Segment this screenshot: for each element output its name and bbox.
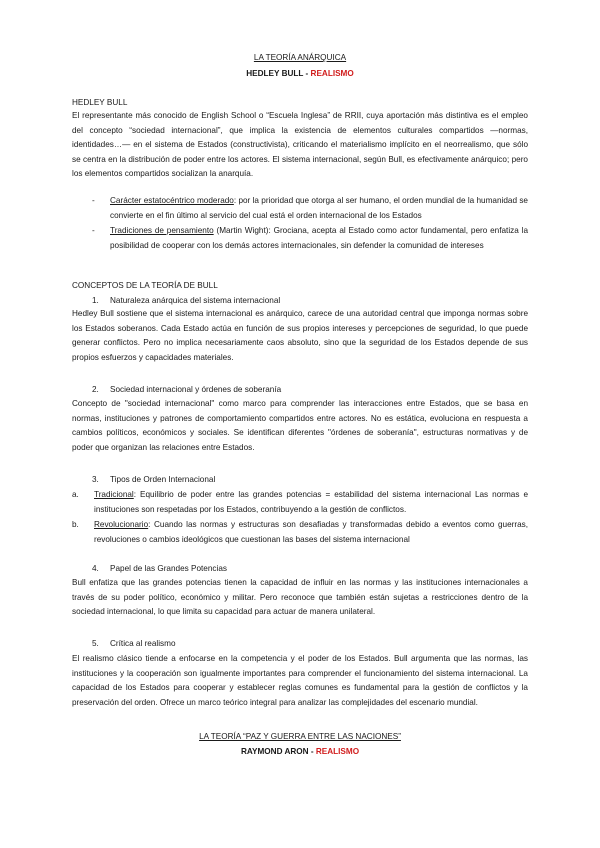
- section-paragraph-4: Bull enfatiza que las grandes potencias tienen la capacidad de influir en las normas y las instituciones internacionales a través de su poder político, económico y militar. Pero reconoce que también están sujetas a restricciones dentro de la sociedad internacional, lo que limita su capacidad para actuar de manera unilateral.: [72, 578, 528, 617]
- doc-title: LA TEORÍA ANÁRQUICA: [253, 53, 347, 62]
- bullet-dash: -: [92, 196, 95, 205]
- bullet-text: (Martin Wight): Grociana, acepta al Estado como actor fundamental, pero enfatiza la posibilidad de cooperar con los demás actores internacionales, sin defender la comunidad de intereses: [110, 226, 528, 250]
- bullet-term: Tradiciones de pensamiento: [110, 226, 214, 235]
- bullet-item-traditions: [92, 224, 528, 253]
- concepts-heading: CONCEPTOS DE LA TEORÍA DE BULL: [72, 281, 218, 290]
- order-type-label: b.: [72, 520, 79, 529]
- order-type-label: a.: [72, 490, 79, 499]
- intro-heading: HEDLEY BULL: [72, 98, 128, 107]
- author-name: RAYMOND ARON -: [240, 747, 316, 756]
- bullet-item-moderate: [92, 194, 528, 223]
- doc-subtitle: [0, 68, 600, 80]
- order-type-term: Revolucionario: [94, 520, 149, 529]
- section-heading-4: [92, 563, 227, 575]
- school-name: REALISMO: [310, 69, 354, 78]
- section-heading-2: [92, 384, 281, 396]
- section-number: 2.: [92, 385, 99, 394]
- section-paragraph-1: Hedley Bull sostiene que el sistema internacional es anárquico, carece de una autoridad central que imponga normas sobre los Estados soberanos. Cada Estado actúa en función de sus propios intereses y percepciones de seguridad, lo que puede generar conflictos. Pero no implica necesariamente caos absoluto, sino que la seguridad de los Estados depende de sus propios esfuerzos y capacidades materiales.: [72, 309, 528, 362]
- section-number: 5.: [92, 639, 99, 648]
- section-heading-3: [92, 474, 215, 486]
- order-type-text: : Cuando las normas y estructuras son desafiadas y transformadas debido a eventos como guerras, revoluciones o cambios ideológicos que cuestionan las bases del sistema internacional: [94, 520, 528, 544]
- author-name: HEDLEY BULL -: [246, 69, 311, 78]
- school-name: REALISMO: [315, 747, 360, 756]
- section-number: 4.: [92, 564, 99, 573]
- order-type-traditional: [72, 488, 528, 517]
- next-theory-title: LA TEORÍA “PAZ Y GUERRA ENTRE LAS NACIONES”: [199, 732, 401, 741]
- section-title: Crítica al realismo: [110, 639, 176, 648]
- doc-header: [0, 52, 600, 80]
- bullet-dash: -: [92, 226, 95, 235]
- section-number: 1.: [92, 296, 99, 305]
- intro-paragraph: El representante más conocido de English School o “Escuela Inglesa” de RRII, cuya aportación más distintiva es el empleo del concepto “sociedad internacional”, que implica la existencia de elementos culturales compartidos —normas, identidades…— en el sistema de Estados (constructivista), criticando el materialismo implícito en el neorrealismo, que sólo se centra en la distribución de poder entre los actores. El sistema internacional, según Bull, es efectivamente anárquico; pero los elementos compartidos socializan la anarquía.: [72, 111, 528, 179]
- order-type-revolutionary: [72, 518, 528, 547]
- section-paragraph-5: El realismo clásico tiende a enfocarse en la competencia y el poder de los Estados. Bull argumenta que las normas, las instituciones y la cooperación son igualmente importantes para comprender el funcionamiento del sistema internacional. La capacidad de los Estados para cooperar y establecer reglas comunes es fundamental para la gestión de conflictos y la preservación del orden. Ofrece un marco teórico integral para analizar las complejidades del escenario mundial.: [72, 654, 528, 707]
- bullet-term: Carácter estatocéntrico moderado: [110, 196, 234, 205]
- section-paragraph-2: Concepto de "sociedad internacional" como marco para comprender las interacciones entre Estados, que se basa en normas, instituciones y patrones de comportamiento compartidos entre actores. No es estática, evoluciona en respuesta a cambios políticos, económicos y sociales. Se identifican diferentes "órdenes de soberanía", estructuras normativas y de poder que organizan las relaciones entre Estados.: [72, 399, 528, 452]
- bullet-text: : por la prioridad que otorga al ser humano, el orden mundial de la humanidad se convierte en el fin último al servicio del cual está el orden internacional de los Estados: [110, 196, 528, 220]
- section-title: Naturaleza anárquica del sistema internacional: [110, 296, 281, 305]
- section-title: Sociedad internacional y órdenes de soberanía: [110, 385, 282, 394]
- section-number: 3.: [92, 475, 99, 484]
- section-heading-5: [92, 638, 176, 650]
- order-type-text: : Equilibrio de poder entre las grandes potencias = estabilidad del sistema internacional Las normas e instituciones son respetadas por los Estados, contribuyendo a la gestión de conflictos.: [94, 490, 528, 514]
- order-type-term: Tradicional: [94, 490, 134, 499]
- section-title: Papel de las Grandes Potencias: [110, 564, 227, 573]
- section-title: Tipos de Orden Internacional: [110, 475, 216, 484]
- next-theory-subtitle: [0, 746, 600, 758]
- doc-footer-section: [0, 731, 600, 758]
- section-heading-1: [92, 295, 280, 307]
